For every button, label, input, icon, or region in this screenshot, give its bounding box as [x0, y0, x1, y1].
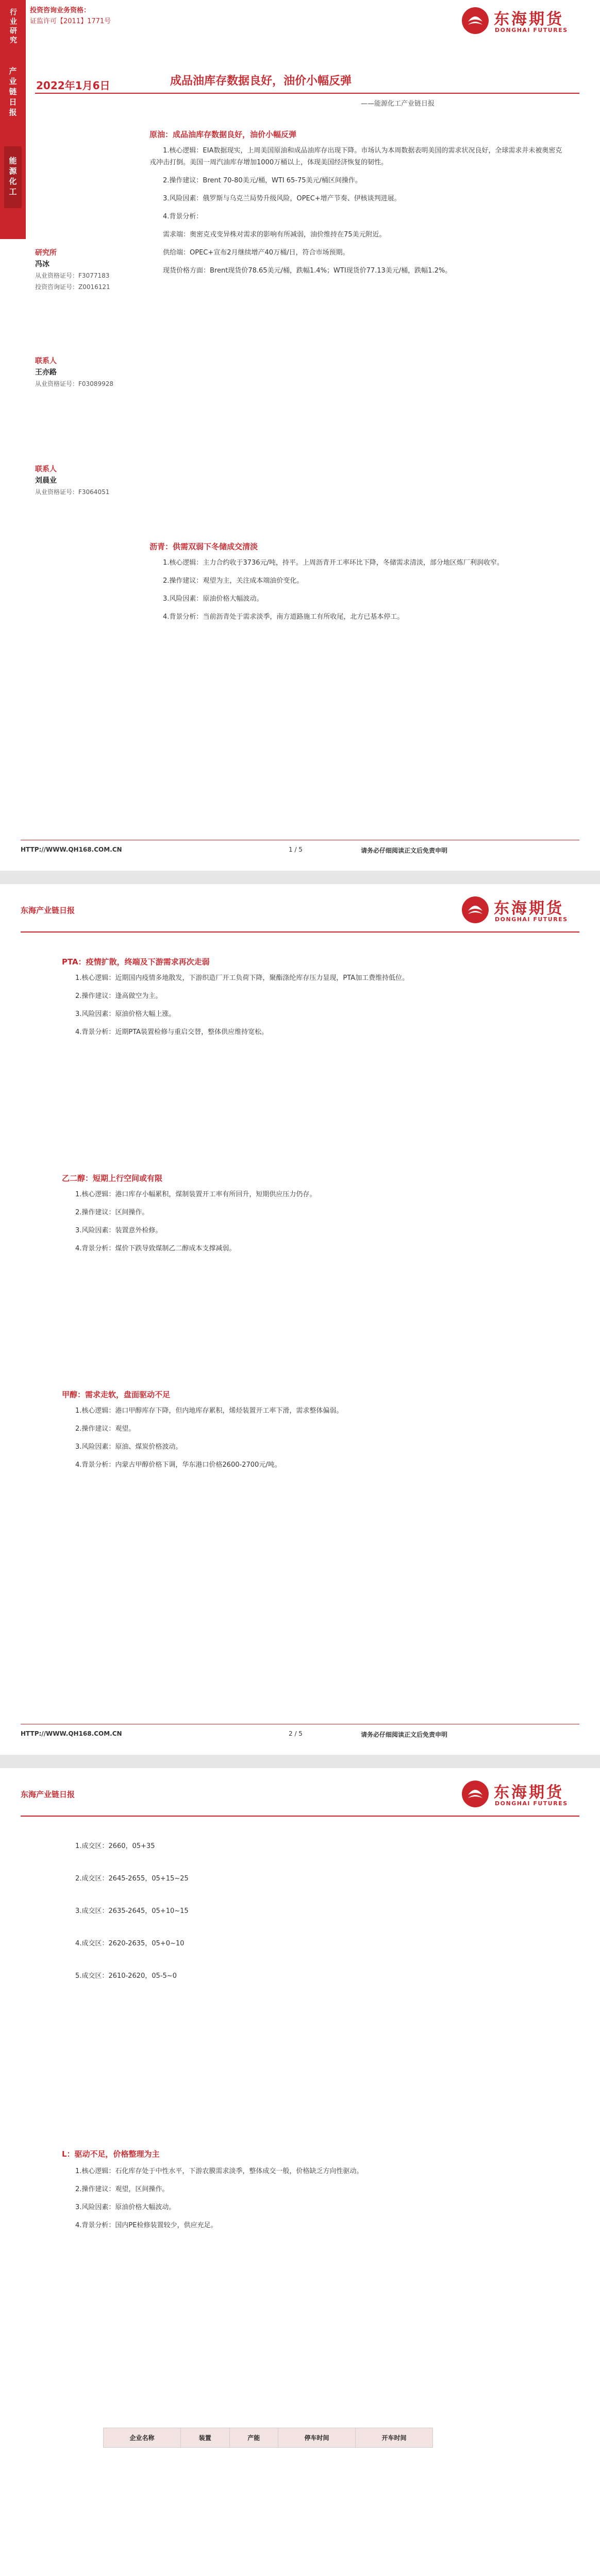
page-number: 1 / 5	[289, 846, 303, 853]
table-header: 停车时间	[278, 2428, 356, 2448]
list-item: 2.成交区：2645-2655，05+15~25	[75, 1875, 189, 1883]
paragraph: 4.背景分析：	[163, 213, 203, 221]
footer-url-link[interactable]: HTTP://WWW.QH168.COM.CN	[21, 846, 122, 853]
page-3	[0, 1768, 600, 2576]
table-header: 开车时间	[356, 2428, 433, 2448]
paragraph: 4.背景分析：内蒙古甲醇价格下调，华东港口价格2600-2700元/吨。	[75, 1461, 281, 1469]
paragraph: 3.风险因素：原油价格大幅上涨。	[75, 1010, 176, 1018]
footer-disclaimer: 请务必仔细阅读正文后免责申明	[361, 847, 448, 854]
page-header-title: 东海产业链日报	[21, 906, 75, 915]
maintenance-table	[103, 2428, 433, 2448]
paragraph: 3.风险因素：原油价格大幅波动。	[75, 2204, 176, 2211]
table-header: 企业名称	[104, 2428, 181, 2448]
section-title: 原油：成品油库存数据良好，油价小幅反弹	[149, 130, 297, 139]
paragraph: 2.操作建议：逢高做空为主。	[75, 992, 162, 1000]
paragraph: 2.操作建议：观望为主，关注成本端油价变化。	[163, 577, 304, 585]
paragraph: 3.风险因素：俄罗斯与乌克兰局势升级风险，OPEC+增产节奏、伊核谈判进展。	[163, 195, 401, 202]
report-date: 2022年1月6日	[36, 79, 110, 92]
table-header: 装置	[180, 2428, 229, 2448]
page-1	[0, 0, 600, 871]
donghai-logo: 东海期货 DONGHAI FUTURES	[461, 1778, 574, 1815]
report-subtitle: ——能源化工产业链日报	[361, 100, 435, 108]
donghai-logo-icon	[461, 6, 490, 35]
investment-qualification: 投资咨询业务资格： 证监许可【2011】1771号	[30, 7, 111, 25]
section-title: L：驱动不足，价格整理为主	[62, 2149, 160, 2159]
paragraph: 1.核心逻辑：石化库存处于中性水平，下游农膜需求淡季，整体成交一般，价格缺乏方向性驱动。	[75, 2167, 363, 2175]
list-item: 5.成交区：2610-2620，05-5~0	[75, 1972, 177, 1980]
table-header: 产能	[229, 2428, 278, 2448]
paragraph: 需求端：奥密克戎变异株对需求的影响有所减弱，油价维持在75美元附近。	[163, 231, 386, 239]
page-2	[0, 884, 600, 1755]
paragraph: 4.背景分析：煤价下跌导致煤制乙二醇成本支撑减弱。	[75, 1245, 236, 1252]
list-item: 3.成交区：2635-2645，05+10~15	[75, 1907, 189, 1915]
page-separator	[0, 871, 600, 884]
side-tag-energy: 能源化工	[4, 146, 22, 208]
paragraph: 2.操作建议：区间操作。	[75, 1209, 149, 1216]
donghai-logo: 东海期货 DONGHAI FUTURES	[461, 894, 574, 930]
paragraph: 4.背景分析：近期PTA装置检修与重启交替，整体供应维持宽松。	[75, 1028, 269, 1036]
footer-url-link[interactable]: HTTP://WWW.QH168.COM.CN	[21, 1730, 122, 1737]
donghai-logo-icon	[461, 895, 490, 924]
paragraph: 1.核心逻辑：近期国内疫情多地散发，下游织造厂开工负荷下降，聚酯涤纶库存压力显现，PTA加工费维持低位。	[75, 974, 409, 982]
eg-section	[62, 1173, 541, 1261]
paragraph: 现货价格方面：Brent现货价78.65美元/桶，跌幅1.4%；WTI现货价77.13美元/桶，跌幅1.2%。	[163, 267, 452, 275]
pta-section	[62, 956, 541, 1044]
doc-corner-tag: 行业研究	[0, 0, 26, 54]
paragraph: 1.核心逻辑：主力合约收于3736元/吨，持平。上周沥青开工率环比下降，冬储需求清淡，部分地区炼厂利润收窄。	[163, 559, 504, 567]
left-column	[0, 54, 26, 239]
paragraph: 1.核心逻辑：港口甲醇库存下降，但内地库存累积，烯烃装置开工率下滑，需求整体偏弱。	[75, 1407, 343, 1415]
footer-disclaimer: 请务必仔细阅读正文后免责申明	[361, 1731, 448, 1738]
list-item: 4.成交区：2620-2635，05+0~10	[75, 1940, 185, 1947]
paragraph: 3.风险因素：装置意外检修。	[75, 1227, 162, 1234]
title-divider	[35, 93, 579, 94]
paragraph: 供给端：OPEC+宣布2月继续增产40万桶/日，符合市场预期。	[163, 249, 349, 257]
paragraph: 1.核心逻辑：EIA数据现实，上周美国原油和成品油库存出现下降。市场认为本周数据表明美国的需求状况良好，全球需求并未被奥密克戎冲击打倒。美国一周汽油库存增加1000万桶以上，体现美国经济恢复的韧性。	[149, 147, 562, 166]
page-title: 成品油库存数据良好，油价小幅反弹	[170, 75, 352, 88]
analyst-2: 联系人 王亦路 从业资格证号：F03089928	[35, 357, 113, 387]
paragraph: 2.操作建议：Brent 70-80美元/桶，WTI 65-75美元/桶区间操作。	[163, 177, 362, 184]
donghai-logo-icon	[461, 1780, 490, 1808]
methanol-section	[62, 1389, 541, 1477]
paragraph: 3.风险因素：原油价格大幅波动。	[163, 595, 263, 603]
page-separator	[0, 1755, 600, 1768]
section-title: 甲醇：需求走软，盘面驱动不足	[62, 1390, 171, 1399]
paragraph: 4.背景分析：当前沥青处于需求淡季，南方道路施工有所收尾，北方已基本停工。	[163, 613, 404, 621]
section-title: 乙二醇：短期上行空间或有限	[62, 1174, 163, 1183]
l-section	[62, 2139, 541, 2238]
section-title: PTA：疫情扩散，终端及下游需求再次走弱	[62, 957, 210, 967]
donghai-logo	[461, 5, 574, 41]
analyst-1: 研究所 冯冰 从业资格证号：F3077183 投资咨询证号：Z0016121	[35, 249, 110, 291]
analyst-3: 联系人 刘晨业 从业资格证号：F3064051	[35, 465, 110, 496]
page-number: 2 / 5	[289, 1730, 303, 1737]
paragraph: 1.核心逻辑：港口库存小幅累积，煤制装置开工率有所回升，短期供应压力仍存。	[75, 1191, 316, 1198]
page-header-title: 东海产业链日报	[21, 1790, 75, 1799]
side-tag-daily: 产业链日报	[8, 67, 18, 118]
section-title: 沥青：供需双弱下冬储成交清淡	[149, 542, 258, 551]
paragraph: 3.风险因素：原油、煤炭价格波动。	[75, 1443, 182, 1451]
list-item: 1.成交区：2660，05+35	[75, 1842, 155, 1850]
logo-en: DONGHAI FUTURES	[495, 27, 568, 33]
header-divider	[21, 1816, 579, 1817]
paragraph: 4.背景分析：国内PE检修装置较少，供应充足。	[75, 2222, 218, 2229]
paragraph: 2.操作建议：观望。	[75, 1425, 136, 1433]
header-divider	[21, 931, 579, 933]
asphalt-section	[149, 541, 567, 629]
paragraph: 2.操作建议：观望，区间操作。	[75, 2185, 169, 2193]
trade-list	[62, 1840, 541, 2003]
crude-section	[149, 129, 567, 283]
logo-cn: 东海期货	[494, 10, 564, 28]
